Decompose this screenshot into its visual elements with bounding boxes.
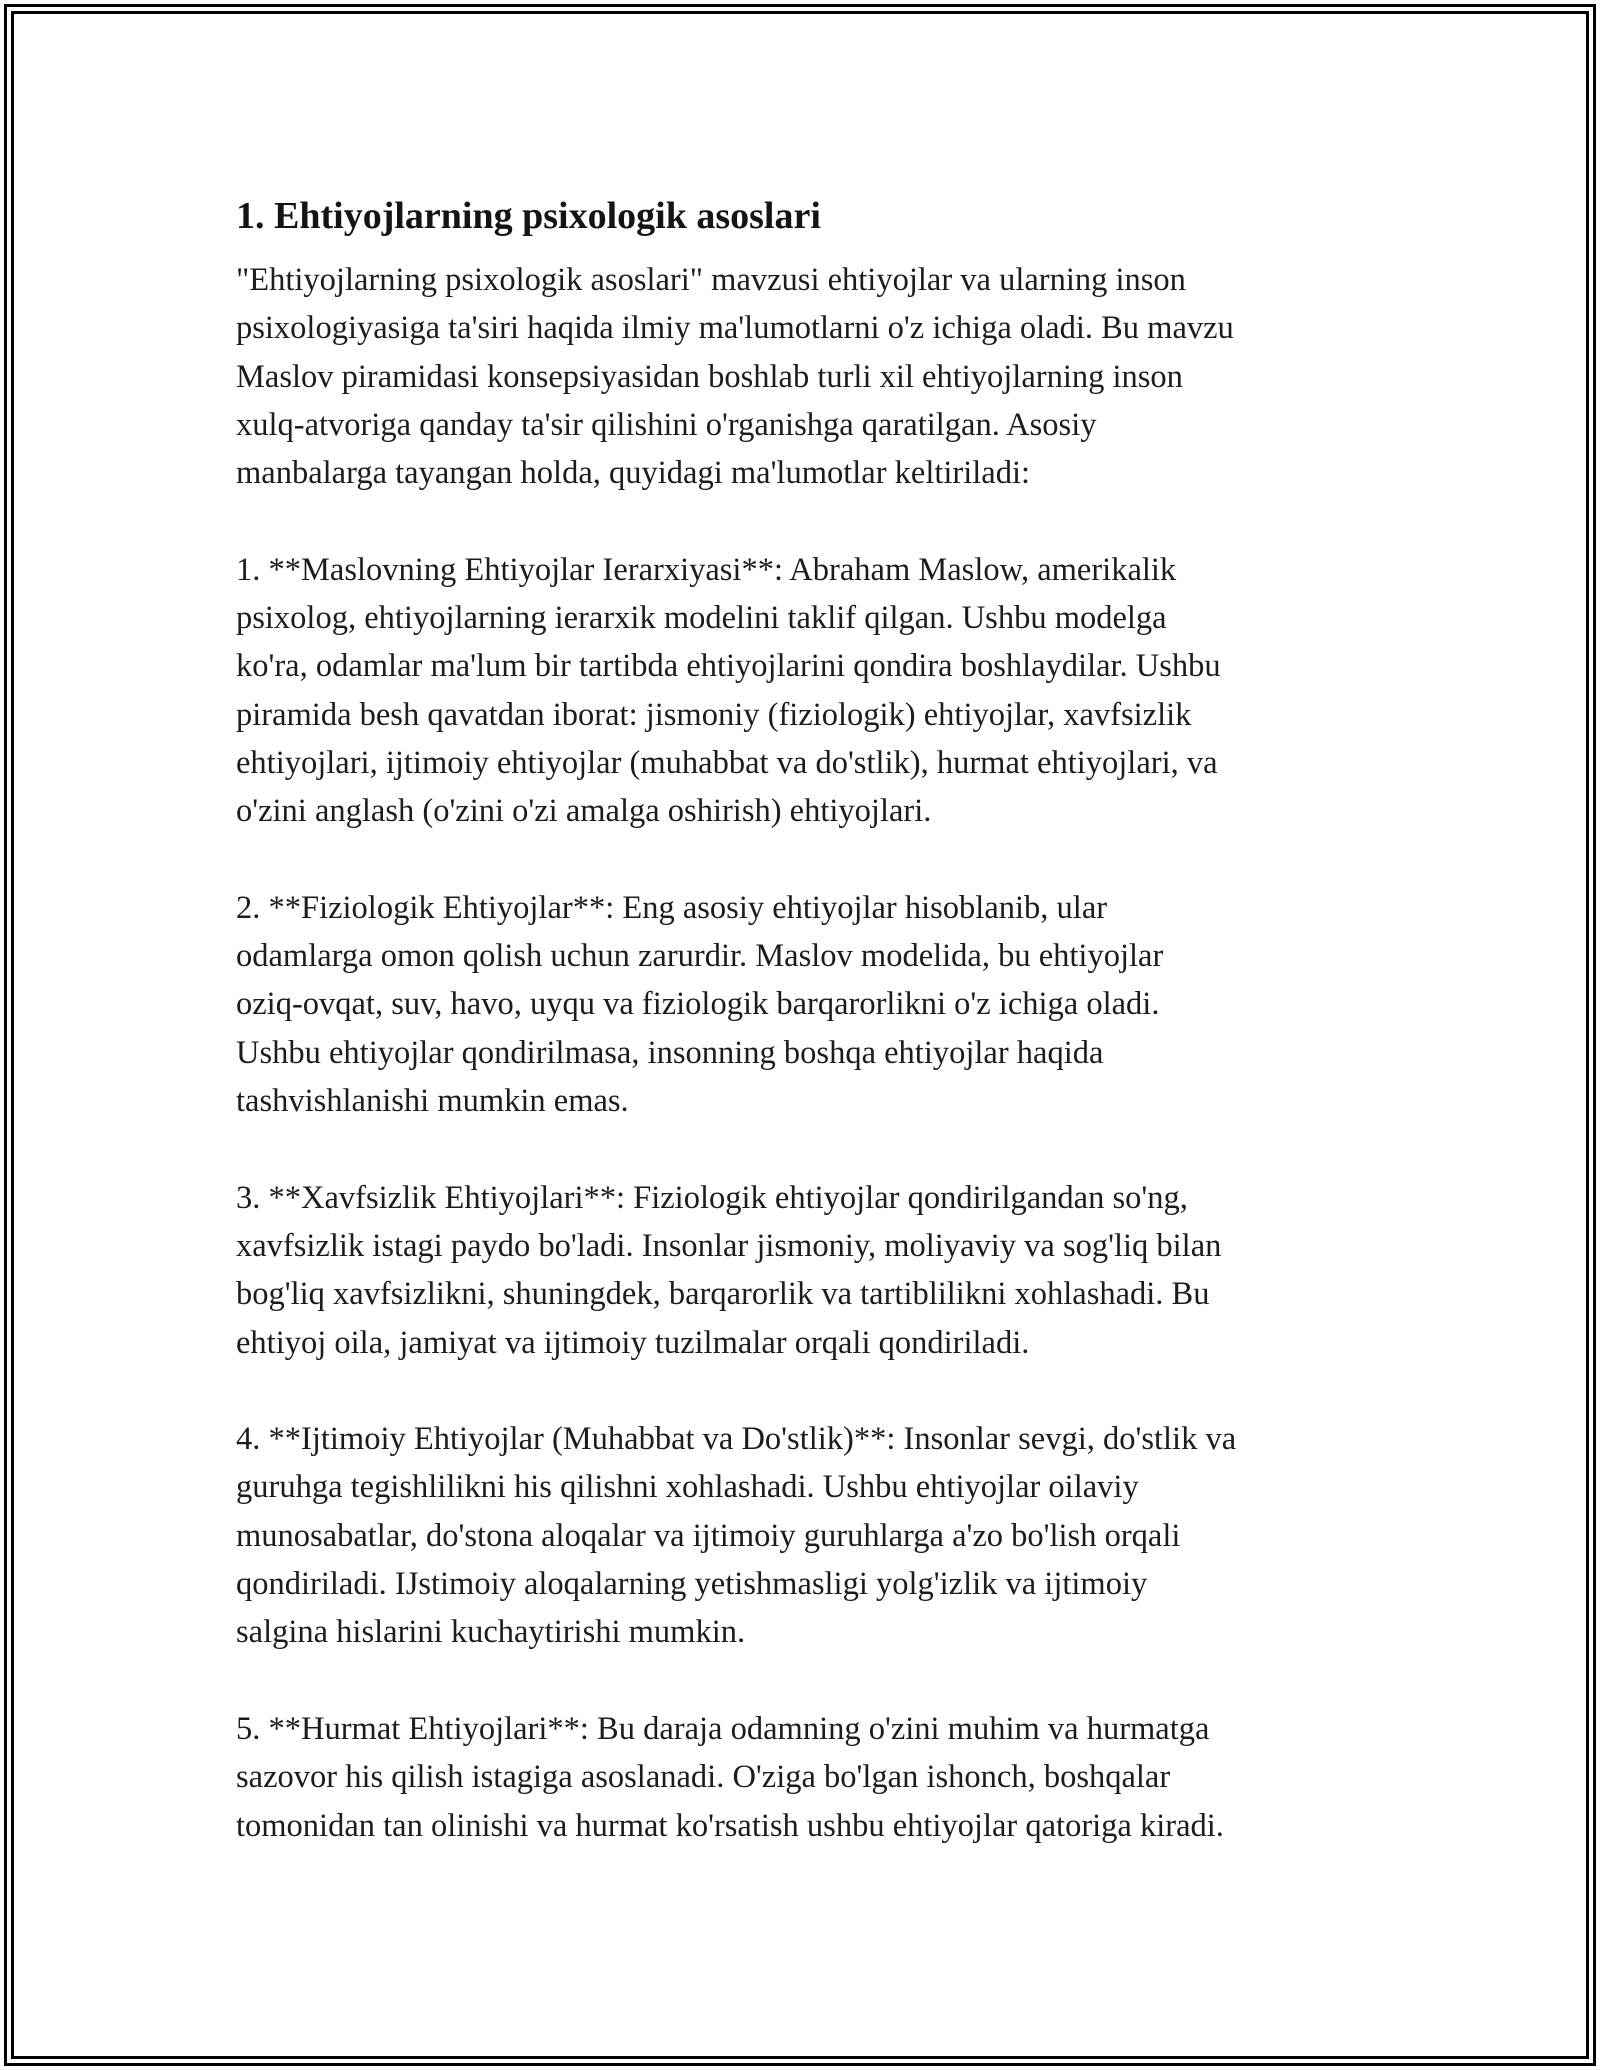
paragraph-social-needs: 4. **Ijtimoiy Ehtiyojlar (Muhabbat va Do'stlik)**: Insonlar sevgi, do'stlik va guruhga tegishlilikni his qilishni xohlashadi. Ushbu ehtiyojlar oilaviy munosabatlar, do'stona aloqalar va ijtimoiy guruhlarga a'zo bo'lish orqali qondiriladi. IJstimoiy aloqalarning yetishmasligi yolg'izlik va ijtimoiy salgina hislarini kuchaytirishi mumkin. [236,1421,1237,1651]
paragraph-esteem-needs: 5. **Hurmat Ehtiyojlari**: Bu daraja odamning o'zini muhim va hurmatga sazovor his qilish istagiga asoslanadi. O'ziga bo'lgan ishonch, boshqalar tomonidan tan olinishi va hurmat ko'rsatish ushbu ehtiyojlar qatoriga kiradi. [236,1710,1224,1844]
paragraph-maslow-hierarchy: 1. **Maslovning Ehtiyojlar Ierarxiyasi**: Abraham Maslow, amerikalik psixolog, ehtiyojlarning ierarxik modelini taklif qilgan. Ushbu modelga ko'ra, odamlar ma'lum bir tartibda ehtiyojlarini qondira boshlaydilar. Ushbu piramida besh qavatdan iborat: jismoniy (fiziologik) ehtiyojlar, xavfsizlik ehtiyojlari, ijtimoiy ehtiyojlar (muhabbat va do'stlik), hurmat ehtiyojlari, va o'zini anglash (o'zini o'zi amalga oshirish) ehtiyojlari. [236,551,1221,830]
document-body [236,188,1376,1850]
intro-paragraph: "Ehtiyojlarning psixologik asoslari" mavzusi ehtiyojlar va ularning inson psixologiyasiga ta'siri haqida ilmiy ma'lumotlarni o'z ichiga oladi. Bu mavzu Maslov piramidasi konsepsiyasidan boshlab turli xil ehtiyojlarning inson xulq-atvoriga qanday ta'sir qilishini o'rganishga qaratilgan. Asosiy manbalarga tayangan holda, quyidagi ma'lumotlar keltiriladi: [236,262,1234,492]
paragraph-safety-needs: 3. **Xavfsizlik Ehtiyojlari**: Fiziologik ehtiyojlar qondirilgandan so'ng, xavfsizlik istagi paydo bo'ladi. Insonlar jismoniy, moliyaviy va sog'liq bilan bog'liq xavfsizlikni, shuningdek, barqarorlik va tartiblilikni xohlashadi. Bu ehtiyoj oila, jamiyat va ijtimoiy tuzilmalar orqali qondiriladi. [236,1179,1222,1361]
paragraph-physiological-needs: 2. **Fiziologik Ehtiyojlar**: Eng asosiy ehtiyojlar hisoblanib, ular odamlarga omon qolish uchun zarurdir. Maslov modelida, bu ehtiyojlar oziq-ovqat, suv, havo, uyqu va fiziologik barqarorlikni o'z ichiga oladi. Ushbu ehtiyojlar qondirilmasa, insonning boshqa ehtiyojlar haqida tashvishlanishi mumkin emas. [236,889,1164,1120]
section-heading: 1. Ehtiyojlarning psixologik asoslari [236,195,821,237]
